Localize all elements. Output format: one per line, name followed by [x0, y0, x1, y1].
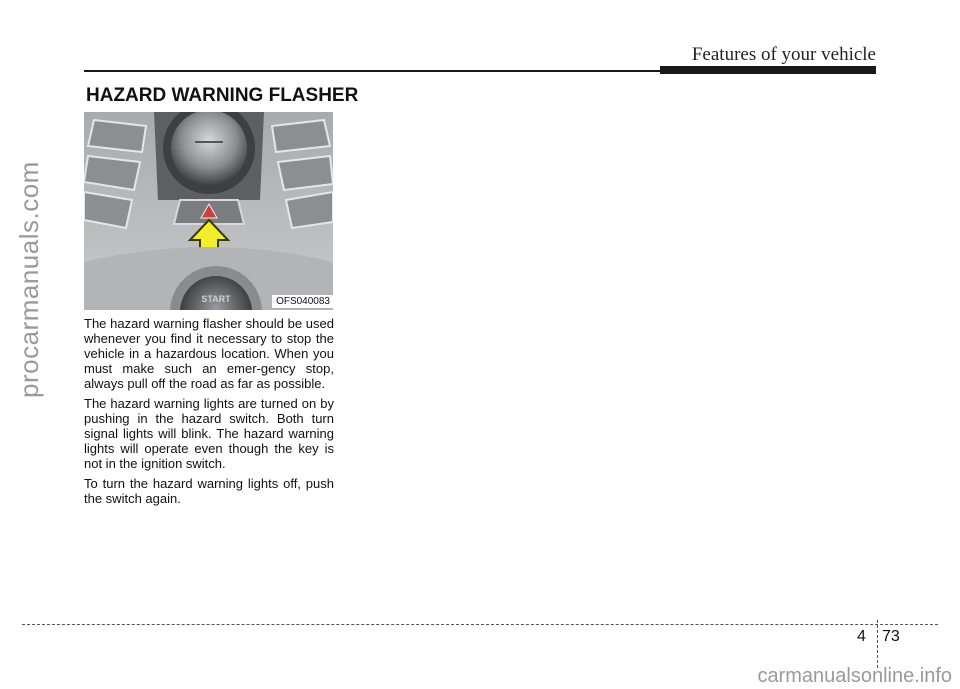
chapter-number: 4	[857, 628, 866, 645]
bottom-watermark: carmanualsonline.info	[757, 665, 952, 687]
body-text	[84, 316, 334, 511]
paragraph: The hazard warning flasher should be used whenever you find it necessary to stop the vehicle in a hazardous location. When you must make such an emer-gency stop, always pull off the road as far as possible.	[84, 316, 334, 391]
hazard-switch-figure	[84, 112, 333, 310]
page-number: 73	[882, 628, 900, 645]
header-rule	[84, 70, 662, 72]
side-watermark: procarmanuals.com	[14, 161, 44, 399]
footer-divider	[877, 620, 878, 668]
header-title: Features of your vehicle	[691, 44, 876, 65]
volume-knob-icon	[171, 112, 247, 186]
paragraph: To turn the hazard warning lights off, push the switch again.	[84, 476, 334, 506]
figure-code: OFS040083	[272, 295, 333, 308]
start-button-label: START	[201, 294, 231, 304]
console-illustration	[84, 112, 333, 310]
section-heading: HAZARD WARNING FLASHER	[86, 85, 359, 106]
footer-rule	[22, 624, 938, 625]
paragraph: The hazard warning lights are turned on by pushing in the hazard switch. Both turn signal lights will blink. The hazard warning lights will operate even though the key is not in the ignition switch.	[84, 396, 334, 471]
header-rule-accent	[660, 66, 876, 74]
